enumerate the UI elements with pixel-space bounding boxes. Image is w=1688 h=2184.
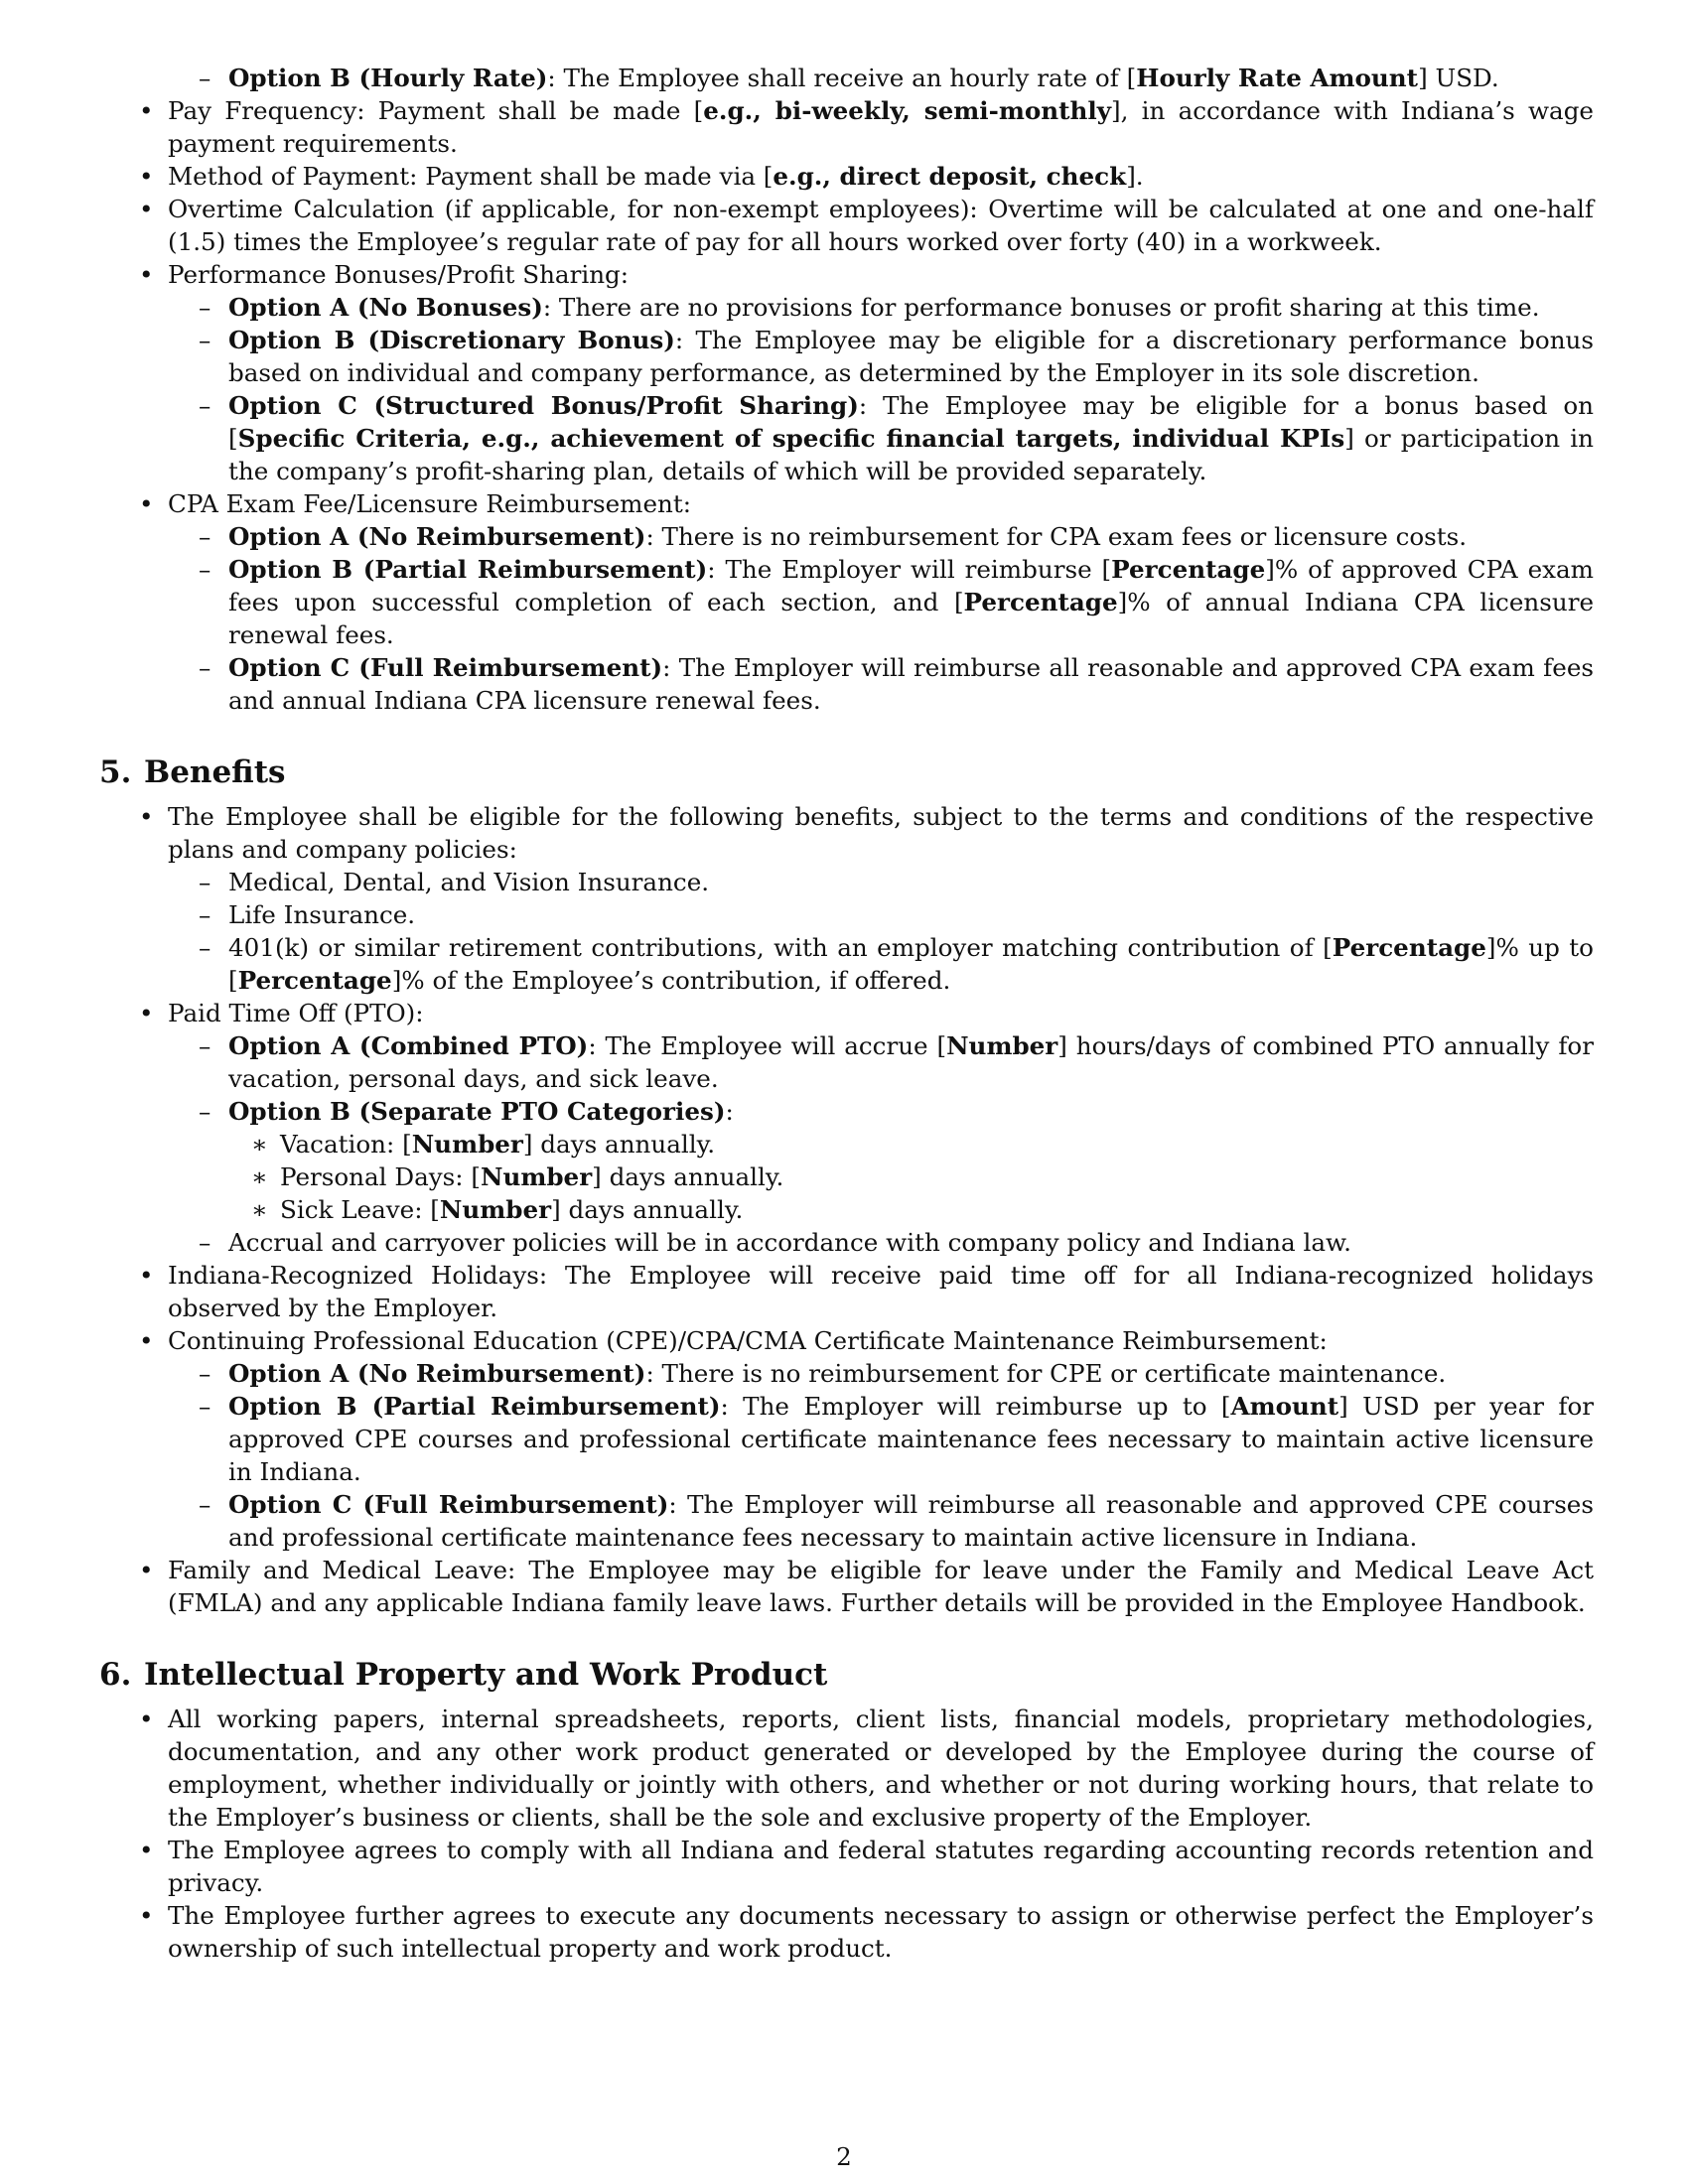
benefits-list [99, 800, 1594, 1619]
cpa-heading-item: • CPA Exam Fee/Licensure Reimbursement: [139, 489, 692, 518]
cpa-option-c: – Option C (Full Reimbursement): The Employer will reimburse all reasonable and approved CPA exam fees and annual Indiana CPA licensure renewal fees. [199, 653, 1594, 715]
pto-option-b: – Option B (Separate PTO Categories): [199, 1097, 734, 1126]
holidays-item: • Indiana-Recognized Holidays: The Employee will receive paid time off for all Indiana-recognized holidays observed by the Employer. [139, 1261, 1594, 1322]
pay-frequency-item: • Pay Frequency: Payment shall be made [e.g., bi-weekly, semi-monthly], in accordance with Indiana’s wage payment requirements. [139, 96, 1594, 158]
cpe-heading-item: • Continuing Professional Education (CPE)/CPA/CMA Certificate Maintenance Reimbursement: [139, 1326, 1328, 1355]
pto-accrual-item: – Accrual and carryover policies will be in accordance with company policy and Indiana law. [199, 1228, 1351, 1257]
section-heading-intellectual-property: 6. Intellectual Property and Work Product [99, 1657, 828, 1693]
benefits-intro-item: • The Employee shall be eligible for the following benefits, subject to the terms and conditions of the respective plans and company policies: [139, 802, 1594, 864]
cpa-option-b: – Option B (Partial Reimbursement): The Employer will reimburse [Percentage]% of approved CPA exam fees upon successful completion of each section, and [Percentage]% of annual Indiana CPA licensure renewal fees. [199, 555, 1595, 649]
compensation-list [99, 62, 1594, 717]
section-5-heading-wrap [99, 752, 1594, 792]
pto-vacation-item: ∗ Vacation: [Number] days annually. [251, 1130, 716, 1159]
pto-heading-item: • Paid Time Off (PTO): [139, 999, 424, 1027]
cpe-option-a: – Option A (No Reimbursement): There is no reimbursement for CPE or certificate maintenance. [199, 1359, 1447, 1388]
bonus-option-b: – Option B (Discretionary Bonus): The Employee may be eligible for a discretionary performance bonus based on individual and company performance, as determined by the Employer in its sole discretion. [199, 326, 1595, 387]
page-number: 2 [836, 2142, 852, 2171]
cpe-option-b: – Option B (Partial Reimbursement): The Employer will reimburse up to [Amount] USD per year for approved CPE courses and professional certificate maintenance fees necessary to maintain active licensure in Indiana. [199, 1392, 1595, 1486]
medical-item: – Medical, Dental, and Vision Insurance. [199, 868, 710, 896]
section-6-heading-wrap [99, 1655, 1594, 1695]
ip-statutes-item: • The Employee agrees to comply with all Indiana and federal statutes regarding accounting records retention and privacy. [139, 1836, 1594, 1897]
document-page [99, 62, 1594, 1965]
fmla-item: • Family and Medical Leave: The Employee may be eligible for leave under the Family and Medical Leave Act (FMLA) and any applicable Indiana family leave laws. Further details will be provided in the Employee Handbook. [139, 1556, 1594, 1617]
ip-work-product-item: • All working papers, internal spreadsheets, reports, client lists, financial models, proprietary methodologies, documentation, and any other work product generated or developed by the Employee during the course of employment, whether individually or jointly with others, and whether or not during working hours, that relate to the Employer’s business or clients, shall be the sole and exclusive property of the Employer. [139, 1705, 1594, 1832]
section-heading-benefits: 5. Benefits [99, 754, 286, 790]
method-of-payment-item: • Method of Payment: Payment shall be made via [e.g., direct deposit, check]. [139, 162, 1144, 191]
life-insurance-item: – Life Insurance. [199, 900, 416, 929]
pto-sick-item: ∗ Sick Leave: [Number] days annually. [251, 1195, 744, 1224]
cpa-option-a: – Option A (No Reimbursement): There is no reimbursement for CPA exam fees or licensure costs. [199, 522, 1468, 551]
ip-assignment-item: • The Employee further agrees to execute any documents necessary to assign or otherwise perfect the Employer’s ownership of such intellectual property and work product. [139, 1901, 1594, 1963]
overtime-item: • Overtime Calculation (if applicable, for non-exempt employees): Overtime will be calculated at one and one-half (1.5) times the Employee’s regular rate of pay for all hours worked over forty (40) in a workweek. [139, 195, 1594, 256]
option-b-hourly-rate: – Option B (Hourly Rate): The Employee shall receive an hourly rate of [Hourly Rate Amount] USD. [199, 64, 1499, 92]
ip-list [99, 1703, 1594, 1965]
bonus-option-c: – Option C (Structured Bonus/Profit Sharing): The Employee may be eligible for a bonus based on [Specific Criteria, e.g., achievement of specific financial targets, individual KPIs] or participation in the company’s profit-sharing plan, details of which will be provided separately. [199, 391, 1594, 485]
retirement-item: – 401(k) or similar retirement contributions, with an employer matching contribution of [Percentage]% up to [Percentage]% of the Employee’s contribution, if offered. [199, 933, 1594, 995]
bonus-option-a: – Option A (No Bonuses): There are no provisions for performance bonuses or profit sharing at this time. [199, 293, 1540, 322]
bonus-heading-item: • Performance Bonuses/Profit Sharing: [139, 260, 630, 289]
pto-personal-item: ∗ Personal Days: [Number] days annually. [251, 1162, 784, 1191]
cpe-option-c: – Option C (Full Reimbursement): The Employer will reimburse all reasonable and approved CPE courses and professional certificate maintenance fees necessary to maintain active licensure in Indiana. [199, 1490, 1594, 1552]
pto-option-a: – Option A (Combined PTO): The Employee will accrue [Number] hours/days of combined PTO annually for vacation, personal days, and sick leave. [199, 1031, 1594, 1093]
